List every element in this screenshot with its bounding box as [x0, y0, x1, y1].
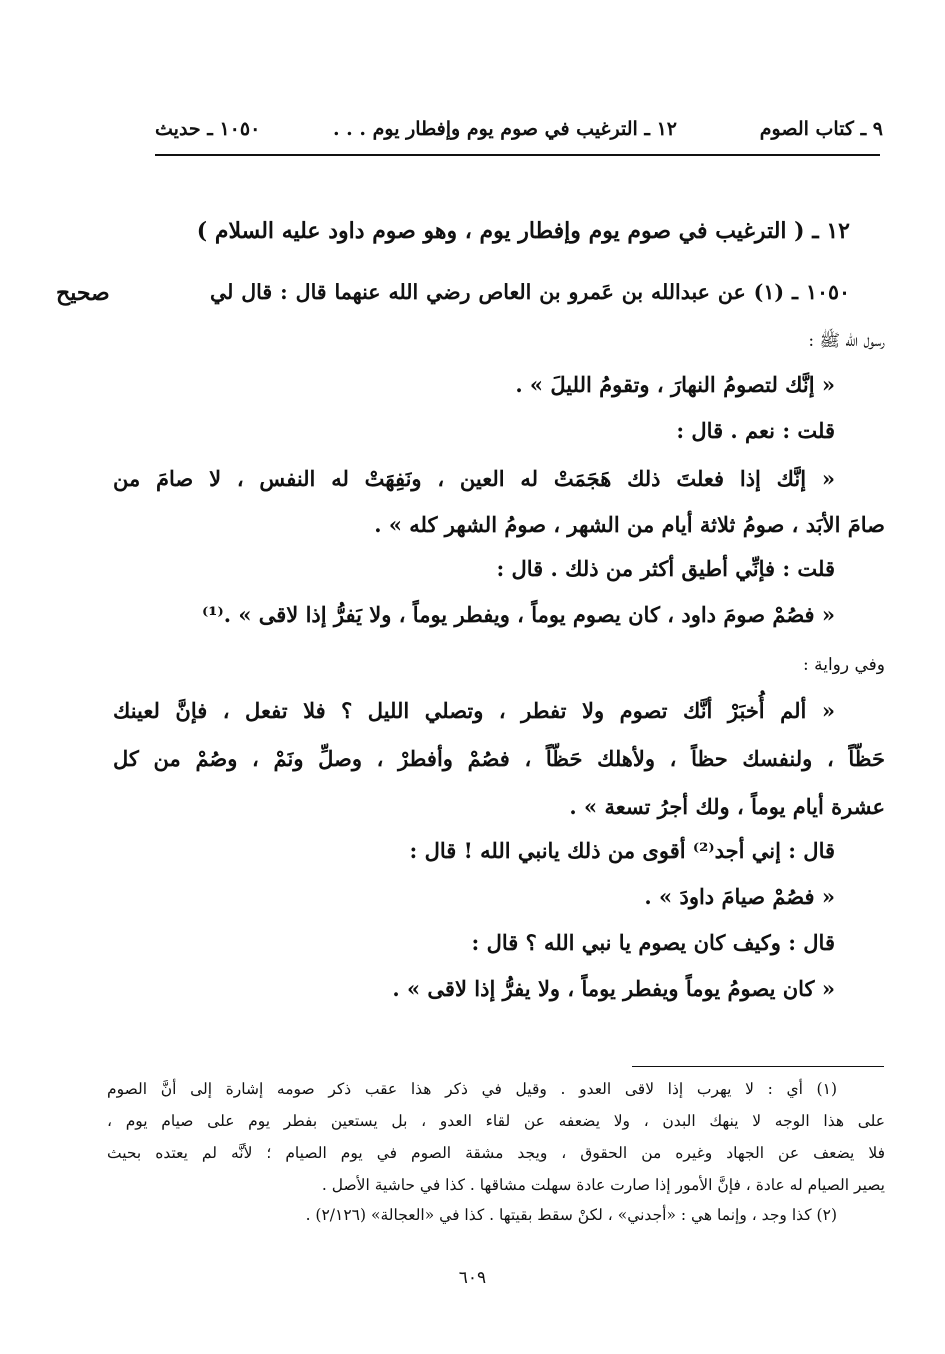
- body-line-14: « فصُمْ صيامَ داودَ » .: [644, 884, 835, 909]
- body-line-8: « فصُمْ صومَ داود ، كان يصوم يوماً ، ويفطر يوماً ، ولا يَفرُّ إذا لاقى » .⁽¹⁾: [201, 602, 835, 627]
- page-number: ٦٠٩: [458, 1268, 487, 1288]
- footnote-line-2: على هذا الوجه لا ينهك البدن ، ولا يضعفه عن لقاء العدو ، بل يستعين بفطر يوم على صيام يوم ،: [107, 1112, 885, 1130]
- footnote-line-5: (٢) كذا وجد ، وإنما هي : «أجدني» ، لكنْ سقط بقيتها . كذا في «العجالة» (٢/١٢٦) .: [305, 1206, 837, 1224]
- body-line-9: وفي رواية :: [802, 655, 885, 675]
- body-line-1: ١٠٥٠ ـ (١) عن عبدالله بن عَمرو بن العاص رضي الله عنهما قال : قال لي: [210, 280, 850, 304]
- header-section: ١٢ ـ الترغيب في صوم يوم وإفطار يوم . . .: [332, 118, 677, 140]
- body-line-15: قال : وكيف كان يصوم يا نبي الله ؟ قال :: [471, 930, 835, 955]
- footnote-line-1: (١) أي : لا يهرب إذا لاقى العدو . وقيل في ذكر هذا عقب ذكر صومه إشارة إلى أنَّ الصوم: [107, 1080, 837, 1098]
- body-line-10: « ألم أُخبَرْ أنَّك تصوم ولا تفطر ، وتصلي الليل ؟ فلا تفعل ، فإنَّ لعينك: [113, 698, 835, 723]
- body-line-16: « كان يصومُ يوماً ويفطر يوماً ، ولا يفرُّ إذا لاقى » .: [392, 976, 835, 1001]
- body-line-4: قلت : نعم . قال :: [676, 418, 835, 443]
- header-hadith-number: ١٠٥٠ ـ حديث: [155, 118, 261, 140]
- body-line-3: « إنَّك لتصومُ النهارَ ، وتقومُ الليلَ » .: [515, 372, 835, 397]
- body-line-12: عشرة أيام يوماً ، ولك أجرُ تسعة » .: [569, 794, 885, 819]
- hadith-grade: صحيح: [56, 280, 110, 306]
- footnote-rule: [632, 1066, 884, 1067]
- body-line-7: قلت : فإنِّي أطيق أكثر من ذلك . قال :: [496, 556, 835, 581]
- header-rule: [155, 154, 880, 156]
- body-line-11: حَظّاً ، ولنفسك حظاً ، ولأهلك حَظّاً ، فصُمْ وأفطرْ ، وصلِّ ونَمْ ، وصُمْ من كل: [113, 746, 885, 771]
- body-line-5: « إنَّك إذا فعلتَ ذلك هَجَمَتْ له العين ، ونَفِهَتْ له النفس ، لا صامَ من: [113, 466, 835, 491]
- body-line-13: قال : إني أجد⁽²⁾ أقوى من ذلك يانبي الله ! قال :: [409, 838, 835, 863]
- body-line-6: صامَ الأبَد ، صومُ ثلاثة أيام من الشهر ، صومُ الشهر كله » .: [374, 512, 885, 537]
- section-title: ١٢ ـ ( الترغيب في صوم يوم وإفطار يوم ، وهو صوم داود عليه السلام ): [196, 218, 850, 244]
- header-chapter: ٩ ـ كتاب الصوم: [759, 118, 883, 140]
- footnote-line-4: يصير الصيام له عادة ، فإنَّ الأمور إذا صارت عادة سهلت مشاقها . كذا في حاشية الأصل .: [321, 1176, 885, 1194]
- footnote-line-3: فلا يضعف عن الجهاد وغيره من الحقوق ، ويجد مشقة الصوم في يوم الصيام ؛ لأنَّه لم يعتده بحيث: [107, 1144, 885, 1162]
- body-line-2: رسول الله ﷺ :: [808, 331, 885, 351]
